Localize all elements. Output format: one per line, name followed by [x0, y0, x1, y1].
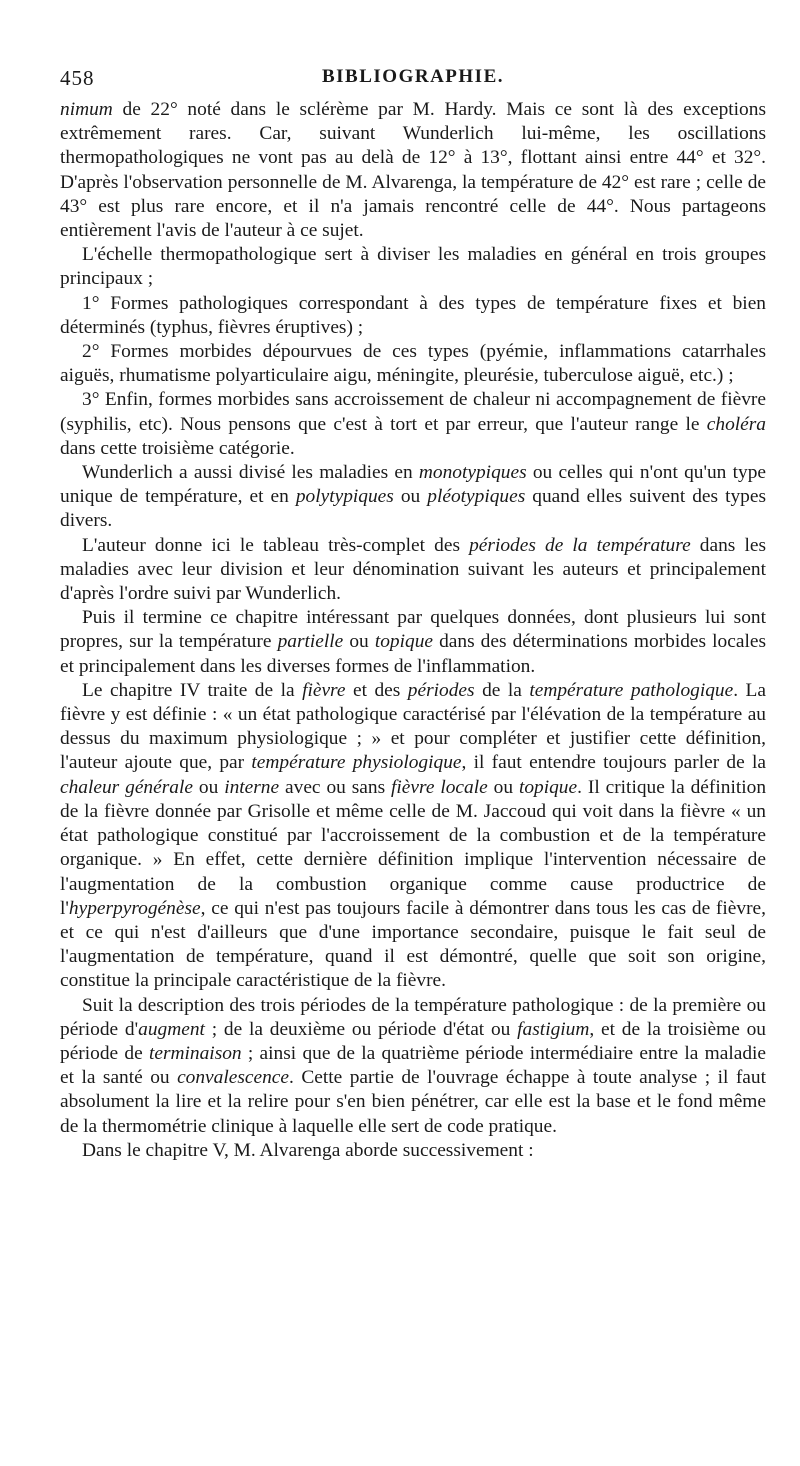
text-run: . Cette partie de l'ouvrage échappe à toute analyse ; il faut absolument la lire et la relire pour s'en bien pénétrer, car elle est la base et le fond même de la thermométrie clinique à laquelle elle sert de code pratique. — [60, 1067, 766, 1137]
italic-text: chaleur générale — [60, 776, 193, 798]
text-run: 3° Enfin, formes morbides sans accroissement de chaleur ni accompagnement de fièvre (syphilis, etc). Nous pensons que c'est à tort et par erreur, que l'auteur range le — [60, 389, 766, 435]
paragraph — [60, 340, 766, 388]
italic-text: topique — [518, 776, 578, 798]
italic-text: partielle — [277, 631, 344, 653]
text-run: et des — [345, 679, 408, 701]
italic-text: choléra — [706, 413, 766, 435]
text-run: , et de la troisième ou période de — [60, 1018, 766, 1064]
italic-text: hyperpyrogénèse — [68, 897, 201, 919]
text-run: ; de la deuxième ou période d'état ou — [204, 1018, 518, 1040]
italic-text: convalescence — [177, 1067, 290, 1089]
paragraph — [60, 606, 766, 679]
italic-text: pléotypiques — [427, 486, 526, 508]
text-run: , il faut entendre toujours parler de la — [461, 752, 766, 774]
italic-text: périodes — [407, 679, 475, 701]
text-run: dans cette troisième catégorie. — [60, 437, 295, 459]
text-run: ou — [192, 776, 225, 798]
text-run: avec ou sans — [279, 776, 392, 798]
italic-text: périodes de la température — [469, 534, 691, 556]
italic-text: fièvre — [302, 679, 346, 701]
text-run: quand elles suivent des types divers. — [60, 486, 766, 532]
paragraph — [60, 292, 766, 340]
italic-text: terminaison — [148, 1042, 242, 1064]
text-run: L'auteur donne ici le tableau très-complet des — [82, 534, 470, 556]
italic-text: topique — [374, 631, 433, 653]
italic-text: fièvre locale — [391, 776, 488, 798]
text-run: de la — [474, 679, 530, 701]
page-number: 458 — [60, 66, 95, 90]
paragraph — [60, 994, 766, 1139]
italic-text: nimum — [60, 99, 113, 120]
text-run: ; ainsi que de la quatrième période intermédiaire entre la maladie et la santé ou — [60, 1042, 767, 1089]
italic-text: polytypiques — [295, 486, 394, 508]
paragraph — [60, 1139, 766, 1163]
paragraph — [60, 679, 766, 994]
text-run: Suit la description des trois périodes de la température pathologique : de la première ou période d' — [60, 994, 766, 1040]
text-run: Wunderlich a aussi divisé les maladies en — [82, 462, 419, 484]
book-page — [60, 62, 766, 1163]
text-run: Puis il termine ce chapitre intéressant par quelques données, dont plusieurs lui sont propres, sur la température — [60, 607, 766, 653]
italic-text: température physiologique — [251, 752, 462, 774]
paragraph — [60, 98, 766, 243]
running-title: BIBLIOGRAPHIE. — [321, 66, 504, 87]
text-run: Dans le chapitre V, M. Alvarenga aborde successivement : — [82, 1139, 534, 1161]
text-run: ou — [393, 486, 428, 508]
text-run: ou celles qui n'ont qu'un type unique de température, et en — [60, 462, 766, 508]
text-run: . La fièvre y est définie : « un état pathologique caractérisé par l'élévation de la température au dessus du maximum physiologique ; » et pour compléter et justifier cette définition, l'auteur ajoute que, par — [60, 679, 767, 774]
text-run: L'échelle thermopathologique sert à diviser les maladies en général en trois groupes principaux ; — [60, 244, 766, 290]
text-run: ou — [343, 631, 375, 653]
text-run: , ce qui n'est pas toujours facile à démontrer dans tous les cas de fièvre, et ce qui n'est d'ailleurs que d'une importance secondaire, puisque le fait seul de l'augmentation de température, quand il est démontré, quelle que soit son origine, constitue la principale caractéristique de la fièvre. — [60, 897, 766, 992]
italic-text: interne — [224, 776, 280, 798]
paragraph — [60, 461, 766, 534]
page-header — [60, 62, 766, 98]
text-run: 1° Formes pathologiques correspondant à des types de température fixes et bien déterminés (typhus, fièvres éruptives) ; — [60, 292, 766, 338]
italic-text: augment — [138, 1018, 205, 1040]
italic-text: fastigium — [517, 1018, 590, 1040]
body-text — [60, 98, 766, 1163]
paragraph — [60, 388, 766, 461]
text-run: dans les maladies avec leur division et leur dénomination suivant les auteurs et principalement d'après l'ordre suivi par Wunderlich. — [60, 534, 767, 605]
text-run: dans des déterminations morbides locales et principalement dans les diverses formes de l'inflammation. — [60, 631, 766, 677]
paragraph — [60, 534, 766, 607]
text-run: Le chapitre IV traite de la — [82, 679, 303, 701]
italic-text: monotypiques — [418, 462, 527, 484]
text-run: 2° Formes morbides dépourvues de ces types (pyémie, inflammations catarrhales aiguës, rhumatisme polyarticulaire aigu, méningite, pleurésie, tuberculose aiguë, etc.) ; — [60, 341, 766, 387]
italic-text: température pathologique — [529, 679, 734, 701]
text-run: ou — [487, 776, 519, 798]
text-run: de 22° noté dans le sclérème par M. Hardy. Mais ce sont là des exceptions extrêmement rares. Car, suivant Wunderlich lui-même, les oscillations thermopathologiques ne vont pas au delà de 12° à 13°, flottant ainsi entre 44° et 32°. D'après l'observation personnelle de M. Alvarenga, la température de 42° est rare ; celle de 43° est plus rare encore, et il n'a jamais rencontré celle de 44°. Nous partageons entièrement l'avis de l'auteur à ce sujet. — [60, 99, 766, 242]
paragraph — [60, 243, 766, 291]
text-run: . Il critique la définition de la fièvre donnée par Grisolle et même celle de M. Jaccoud qui voit dans la fièvre « un état pathologique constitué par l'accroissement de la combustion et de la température organique. » En effet, cette dernière définition implique l'intervention nécessaire de l'augmentation de la combustion organique comme cause productrice de l' — [60, 776, 767, 919]
